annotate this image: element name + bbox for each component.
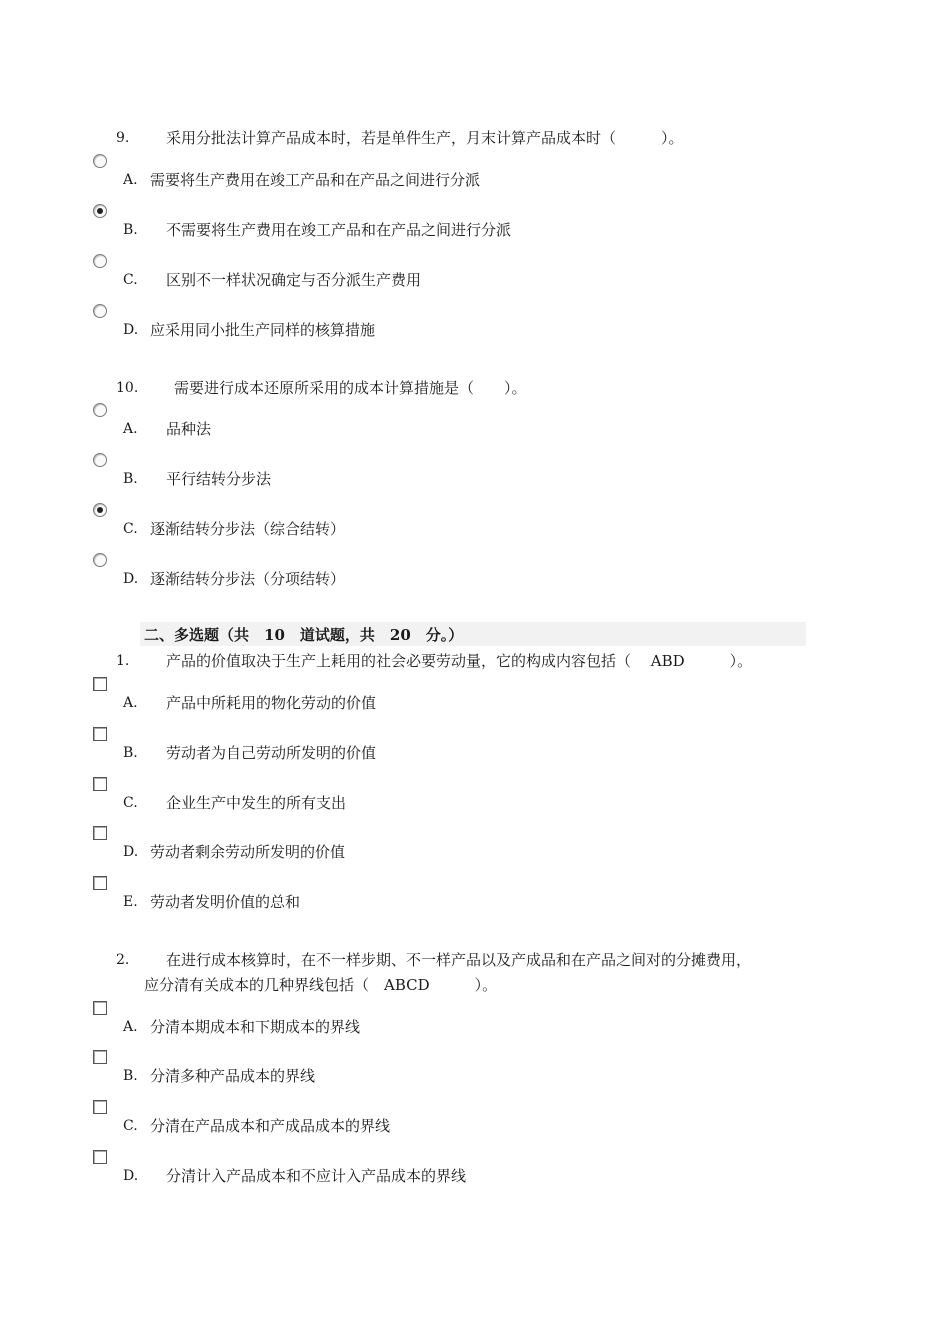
option-text: 逐渐结转分步法（分项结转） bbox=[150, 570, 346, 588]
option-text: 品种法 bbox=[166, 420, 212, 438]
option-text: 逐渐结转分步法（综合结转） bbox=[150, 520, 346, 538]
option-text: 区别不一样状况确定与否分派生产费用 bbox=[166, 271, 422, 289]
option-letter: B. bbox=[123, 471, 138, 487]
option-radio-d[interactable] bbox=[93, 553, 107, 567]
option-checkbox-c[interactable] bbox=[93, 777, 107, 791]
option-letter: D. bbox=[123, 322, 139, 338]
option-letter: C. bbox=[123, 795, 138, 811]
option-text: 劳动者为自己劳动所发明的价值 bbox=[166, 744, 377, 762]
option-letter: C. bbox=[123, 1118, 138, 1134]
option-radio-a[interactable] bbox=[93, 154, 107, 168]
option-text: 分清计入产品成本和不应计入产品成本的界线 bbox=[166, 1167, 467, 1185]
option-letter: B. bbox=[123, 1068, 138, 1084]
option-letter: A. bbox=[123, 1019, 138, 1035]
option-letter: D. bbox=[123, 844, 139, 860]
question-number: 10. bbox=[116, 380, 139, 396]
option-text: 劳动者剩余劳动所发明的价值 bbox=[150, 843, 346, 861]
option-letter: A. bbox=[123, 172, 138, 188]
option-radio-a[interactable] bbox=[93, 403, 107, 417]
question-text: 采用分批法计算产品成本时，若是单件生产，月末计算产品成本时（ ）。 bbox=[166, 129, 684, 147]
option-letter: D. bbox=[123, 1168, 139, 1184]
question-text: 产品的价值取决于生产上耗用的社会必要劳动量，它的构成内容包括（ ABD ）。 bbox=[166, 652, 753, 670]
option-text: 分清在产品成本和产成品成本的界线 bbox=[150, 1117, 391, 1135]
option-radio-c[interactable] bbox=[93, 503, 107, 517]
option-text: 分清本期成本和下期成本的界线 bbox=[150, 1018, 361, 1036]
option-checkbox-a[interactable] bbox=[93, 677, 107, 691]
option-letter: C. bbox=[123, 521, 138, 537]
option-radio-d[interactable] bbox=[93, 304, 107, 318]
option-letter: B. bbox=[123, 222, 138, 238]
option-text: 平行结转分步法 bbox=[166, 470, 272, 488]
option-checkbox-a[interactable] bbox=[93, 1001, 107, 1015]
option-letter: D. bbox=[123, 571, 139, 587]
question-text-line2: 应分清有关成本的几种界线包括（ ABCD ）。 bbox=[144, 976, 498, 994]
option-text: 分清多种产品成本的界线 bbox=[150, 1067, 316, 1085]
option-text: 企业生产中发生的所有支出 bbox=[166, 794, 347, 812]
option-text: 需要将生产费用在竣工产品和在产品之间进行分派 bbox=[150, 171, 481, 189]
section-title: 二、多选题（共 10 道试题，共 20 分。） bbox=[144, 626, 464, 644]
question-number: 9. bbox=[116, 130, 130, 146]
option-text: 不需要将生产费用在竣工产品和在产品之间进行分派 bbox=[166, 221, 512, 239]
question-number: 1. bbox=[116, 653, 130, 669]
option-letter: B. bbox=[123, 745, 138, 761]
option-checkbox-b[interactable] bbox=[93, 1050, 107, 1064]
option-checkbox-d[interactable] bbox=[93, 1150, 107, 1164]
option-radio-b[interactable] bbox=[93, 204, 107, 218]
option-letter: E. bbox=[123, 894, 138, 910]
option-letter: C. bbox=[123, 272, 138, 288]
question-text-line1: 在进行成本核算时，在不一样步期、不一样产品以及产成品和在产品之间对的分摊费用， bbox=[166, 951, 752, 969]
option-checkbox-c[interactable] bbox=[93, 1100, 107, 1114]
option-checkbox-b[interactable] bbox=[93, 727, 107, 741]
option-letter: A. bbox=[123, 695, 138, 711]
option-radio-b[interactable] bbox=[93, 453, 107, 467]
option-text: 应采用同小批生产同样的核算措施 bbox=[150, 321, 376, 339]
option-radio-c[interactable] bbox=[93, 254, 107, 268]
option-checkbox-d[interactable] bbox=[93, 826, 107, 840]
option-text: 劳动者发明价值的总和 bbox=[150, 893, 301, 911]
question-text: 需要进行成本还原所采用的成本计算措施是（ ）。 bbox=[174, 379, 527, 397]
option-checkbox-e[interactable] bbox=[93, 876, 107, 890]
question-number: 2. bbox=[116, 952, 130, 968]
option-text: 产品中所耗用的物化劳动的价值 bbox=[166, 694, 377, 712]
option-letter: A. bbox=[123, 421, 138, 437]
